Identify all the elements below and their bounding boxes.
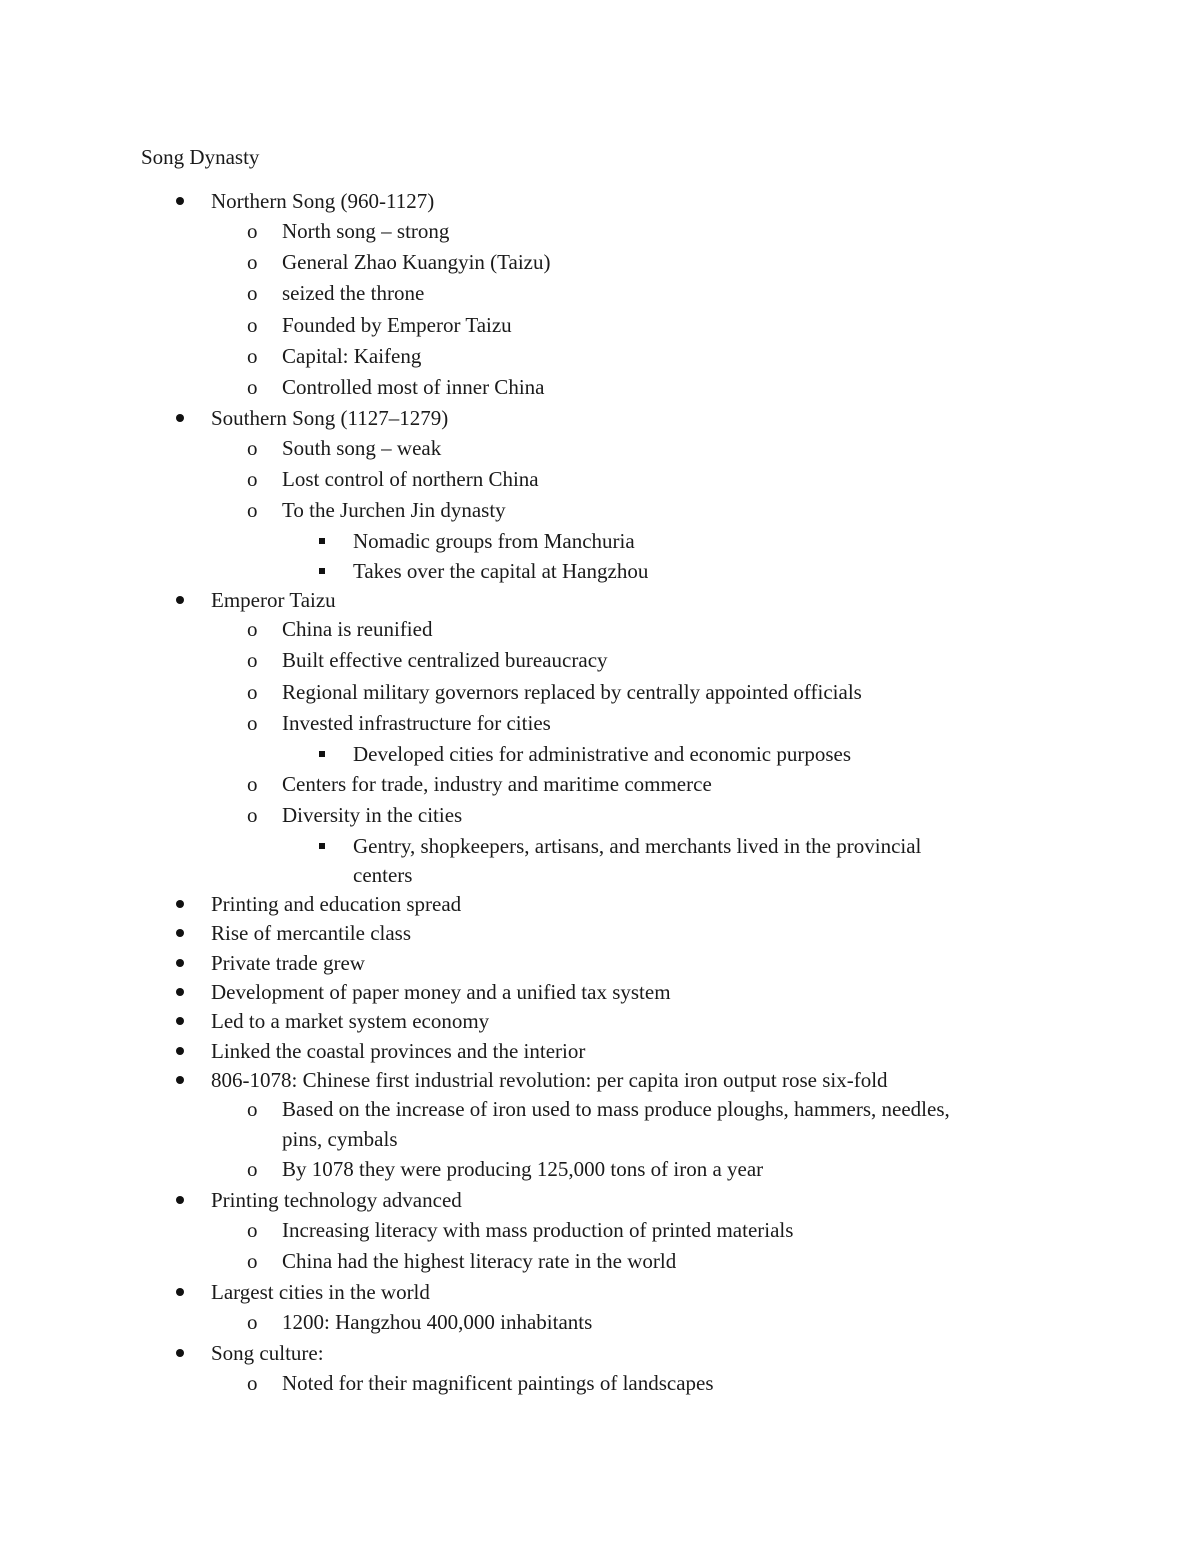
bullet-circle-icon: o: [247, 313, 258, 337]
outline-item-level-2: By 1078 they were producing 125,000 tons of iron a year: [282, 1157, 764, 1181]
outline-item-level-2: General Zhao Kuangyin (Taizu): [282, 250, 551, 274]
outline-item-level-2: Built effective centralized bureaucracy: [282, 648, 608, 672]
bullet-circle-icon: o: [247, 436, 258, 460]
bullet-dot-icon: [176, 414, 184, 422]
bullet-circle-icon: o: [247, 375, 258, 399]
outline-item-level-3: Developed cities for administrative and economic purposes: [353, 742, 852, 766]
bullet-circle-icon: o: [247, 1310, 258, 1334]
bullet-circle-icon: o: [247, 344, 258, 368]
bullet-square-icon: [319, 751, 325, 757]
outline-item-level-3: Nomadic groups from Manchuria: [353, 529, 635, 553]
bullet-dot-icon: [176, 1288, 184, 1296]
bullet-square-icon: [319, 843, 325, 849]
outline-item-level-2: Centers for trade, industry and maritime commerce: [282, 772, 712, 796]
bullet-circle-icon: o: [247, 1371, 258, 1395]
bullet-circle-icon: o: [247, 219, 258, 243]
bullet-circle-icon: o: [247, 1157, 258, 1181]
outline-item-level-1: Northern Song (960-1127): [211, 189, 435, 213]
outline-item-level-2: To the Jurchen Jin dynasty: [282, 498, 506, 522]
bullet-circle-icon: o: [247, 803, 258, 827]
outline-item-level-2: Regional military governors replaced by centrally appointed officials: [282, 680, 862, 704]
bullet-dot-icon: [176, 900, 184, 908]
document-title: Song Dynasty: [141, 145, 260, 169]
bullet-dot-icon: [176, 988, 184, 996]
bullet-circle-icon: o: [247, 1218, 258, 1242]
outline-item-level-1: Printing and education spread: [211, 892, 462, 916]
outline-item-level-1: Printing technology advanced: [211, 1188, 462, 1212]
bullet-circle-icon: o: [247, 648, 258, 672]
outline-item-level-1: 806-1078: Chinese first industrial revolution: per capita iron output rose six-fold: [211, 1068, 888, 1092]
outline-item-level-3: Takes over the capital at Hangzhou: [353, 559, 649, 583]
bullet-circle-icon: o: [247, 772, 258, 796]
outline-item-level-2: pins, cymbals: [282, 1127, 398, 1151]
outline-item-level-2: 1200: Hangzhou 400,000 inhabitants: [282, 1310, 593, 1334]
outline-item-level-1: Largest cities in the world: [211, 1280, 430, 1304]
bullet-dot-icon: [176, 1076, 184, 1084]
outline-item-level-1: Emperor Taizu: [211, 588, 336, 612]
outline-item-level-3: centers: [353, 863, 413, 887]
bullet-dot-icon: [176, 929, 184, 937]
outline-item-level-2: North song – strong: [282, 219, 450, 243]
bullet-circle-icon: o: [247, 711, 258, 735]
bullet-circle-icon: o: [247, 498, 258, 522]
outline-item-level-2: Controlled most of inner China: [282, 375, 545, 399]
outline-item-level-1: Development of paper money and a unified tax system: [211, 980, 671, 1004]
outline-item-level-2: Lost control of northern China: [282, 467, 539, 491]
outline-item-level-2: Capital: Kaifeng: [282, 344, 422, 368]
bullet-circle-icon: o: [247, 250, 258, 274]
outline-item-level-2: Invested infrastructure for cities: [282, 711, 551, 735]
bullet-square-icon: [319, 568, 325, 574]
bullet-circle-icon: o: [247, 467, 258, 491]
bullet-dot-icon: [176, 596, 184, 604]
bullet-circle-icon: o: [247, 1097, 258, 1121]
outline-item-level-2: Based on the increase of iron used to mass produce ploughs, hammers, needles,: [282, 1097, 950, 1121]
outline-item-level-1: Southern Song (1127–1279): [211, 406, 449, 430]
outline-item-level-2: Noted for their magnificent paintings of landscapes: [282, 1371, 714, 1395]
bullet-circle-icon: o: [247, 281, 258, 305]
outline-item-level-1: Song culture:: [211, 1341, 324, 1365]
outline-item-level-2: Diversity in the cities: [282, 803, 463, 827]
outline-item-level-2: China is reunified: [282, 617, 433, 641]
outline-item-level-2: Increasing literacy with mass production of printed materials: [282, 1218, 794, 1242]
bullet-circle-icon: o: [247, 1249, 258, 1273]
bullet-dot-icon: [176, 197, 184, 205]
bullet-circle-icon: o: [247, 680, 258, 704]
outline-item-level-2: South song – weak: [282, 436, 442, 460]
outline-item-level-2: Founded by Emperor Taizu: [282, 313, 512, 337]
outline-item-level-1: Private trade grew: [211, 951, 365, 975]
outline-item-level-3: Gentry, shopkeepers, artisans, and merchants lived in the provincial: [353, 834, 922, 858]
outline-item-level-1: Rise of mercantile class: [211, 921, 412, 945]
bullet-circle-icon: o: [247, 617, 258, 641]
outline-item-level-2: China had the highest literacy rate in the world: [282, 1249, 677, 1273]
bullet-dot-icon: [176, 1349, 184, 1357]
outline-item-level-2: seized the throne: [282, 281, 425, 305]
bullet-dot-icon: [176, 1196, 184, 1204]
outline-item-level-1: Led to a market system economy: [211, 1009, 490, 1033]
bullet-square-icon: [319, 538, 325, 544]
bullet-dot-icon: [176, 1017, 184, 1025]
bullet-dot-icon: [176, 959, 184, 967]
bullet-dot-icon: [176, 1047, 184, 1055]
outline-item-level-1: Linked the coastal provinces and the interior: [211, 1039, 586, 1063]
